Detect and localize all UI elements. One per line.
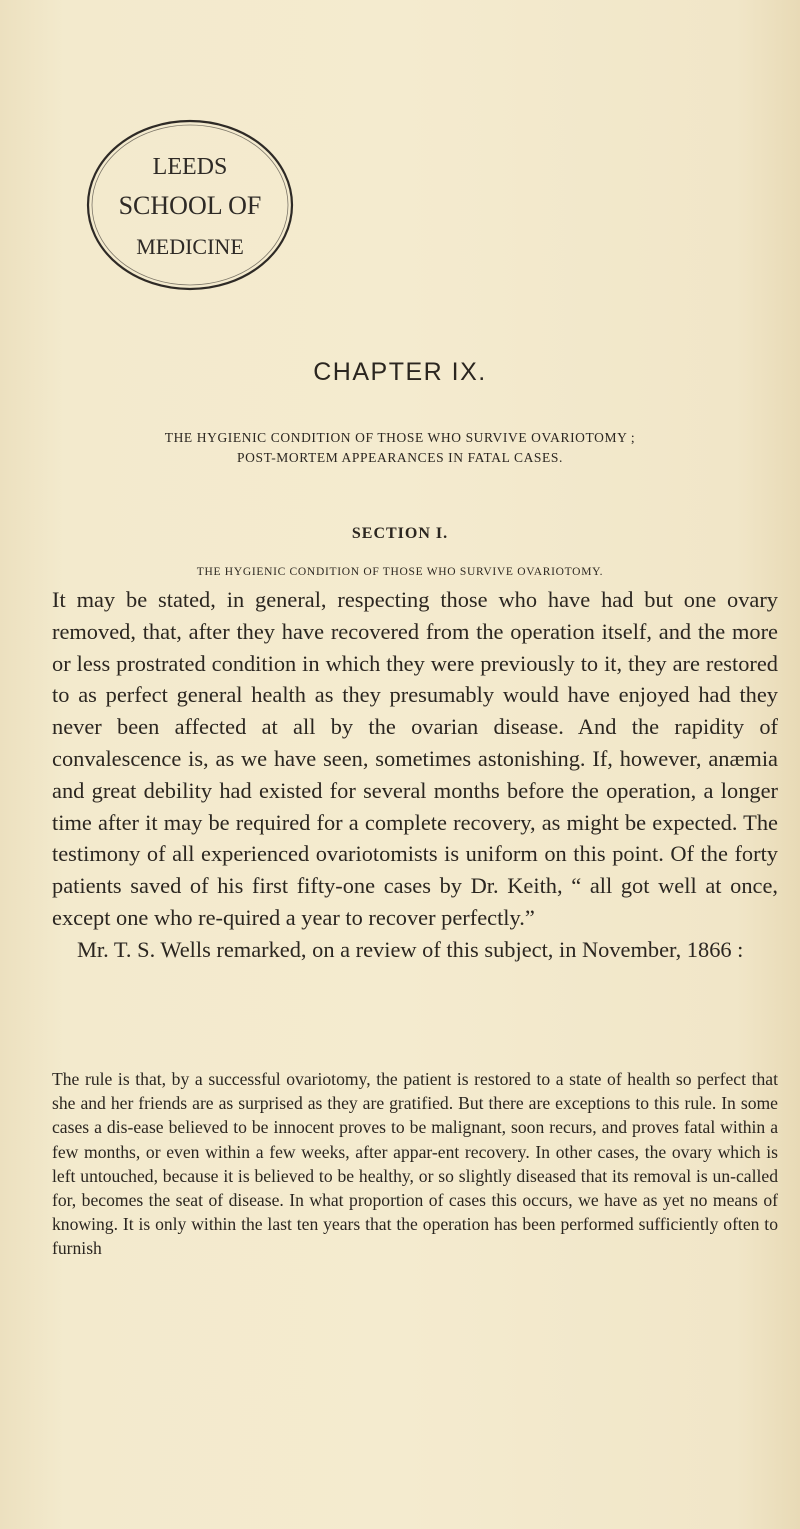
stamp-line-3: MEDICINE <box>136 234 244 259</box>
library-stamp <box>80 114 300 296</box>
quote-paragraph: The rule is that, by a successful ovariotomy, the patient is restored to a state of health so perfect that she and her friends are as surprised as they are gratified. But there are exceptions to this rule. In some cases a dis-ease believed to be innocent proves to be malignant, soon recurs, and proves fatal within a few months, or even within a few weeks, after appar-ent recovery. In other cases, the ovary which is left untouched, because it is believed to be healthy, or so slightly diseased that its removal is un-called for, becomes the seat of disease. In what proportion of cases this occurs, we have as yet no means of knowing. It is only within the last ten years that the operation has been performed sufficiently often to furnish <box>52 1069 778 1259</box>
stamp-seal-icon <box>80 114 300 296</box>
quoted-passage <box>52 1067 778 1261</box>
chapter-subtitle-line-1: THE HYGIENIC CONDITION OF THOSE WHO SURVIVE OVARIOTOMY ; <box>164 430 636 445</box>
stamp-line-2: SCHOOL OF <box>118 191 262 220</box>
stamp-line-1: LEEDS <box>152 154 228 180</box>
chapter-title: CHAPTER IX. <box>313 358 487 386</box>
paragraph-1: It may be stated, in general, respecting those who have had but one ovary removed, that, after they have recovered from the operation itself, and the more or less prostrated condition in which they were previously to it, they are restored to as perfect general health as they presumably would have enjoyed had they never been affected at all by the ovarian disease. And the rapidity of convalescence is, as we have seen, sometimes astonishing. If, however, anæmia and great debility had existed for several months before the operation, a longer time after it may be required for a complete recovery, as might be expected. The testimony of all experienced ovariotomists is uniform on this point. Of the forty patients saved of his first fifty-one cases by Dr. Keith, “ all got well at once, except one who re-quired a year to recover perfectly.” <box>52 587 778 930</box>
chapter-subtitle <box>120 428 680 468</box>
body-text <box>52 584 778 966</box>
section-heading: SECTION I. <box>351 525 449 542</box>
paragraph-2: Mr. T. S. Wells remarked, on a review of this subject, in November, 1866 : <box>77 936 744 962</box>
chapter-subtitle-line-2: POST-MORTEM APPEARANCES IN FATAL CASES. <box>237 450 563 465</box>
section-subheading: THE HYGIENIC CONDITION OF THOSE WHO SURVIVE OVARIOTOMY. <box>196 566 604 578</box>
